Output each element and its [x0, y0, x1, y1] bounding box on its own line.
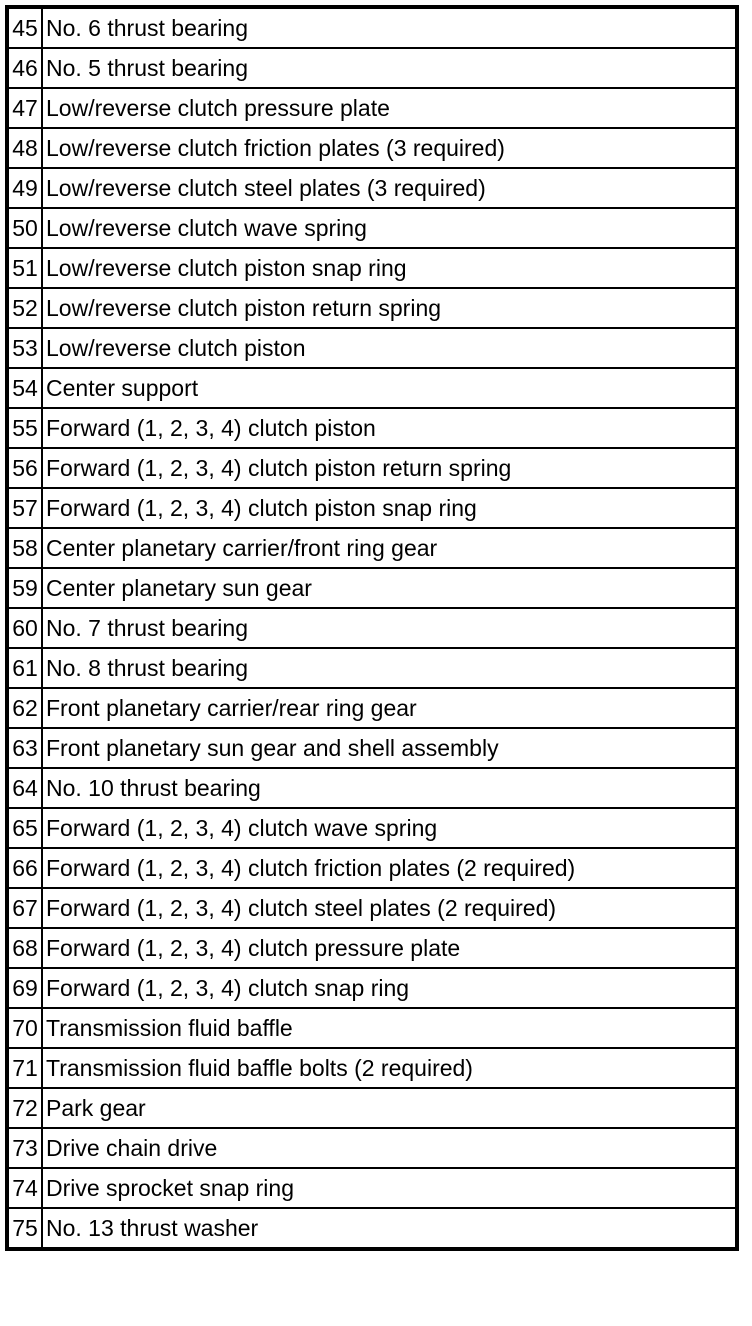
part-description: Front planetary carrier/rear ring gear: [42, 688, 737, 728]
part-number: 49: [7, 168, 42, 208]
part-description: Center support: [42, 368, 737, 408]
table-row: [7, 208, 737, 248]
part-number: 60: [7, 608, 42, 648]
part-number: 69: [7, 968, 42, 1008]
part-description: Low/reverse clutch friction plates (3 required): [42, 128, 737, 168]
part-description: Forward (1, 2, 3, 4) clutch friction plates (2 required): [42, 848, 737, 888]
table-row: [7, 608, 737, 648]
parts-list-body: [7, 7, 737, 1249]
part-number: 50: [7, 208, 42, 248]
part-number: 52: [7, 288, 42, 328]
part-number: 67: [7, 888, 42, 928]
part-description: Center planetary sun gear: [42, 568, 737, 608]
part-number: 48: [7, 128, 42, 168]
part-description: Drive chain drive: [42, 1128, 737, 1168]
part-number: 63: [7, 728, 42, 768]
part-description: Low/reverse clutch piston snap ring: [42, 248, 737, 288]
table-row: [7, 1048, 737, 1088]
part-description: No. 8 thrust bearing: [42, 648, 737, 688]
part-number: 75: [7, 1208, 42, 1249]
table-row: [7, 928, 737, 968]
part-description: Front planetary sun gear and shell assembly: [42, 728, 737, 768]
table-row: [7, 1088, 737, 1128]
part-description: Drive sprocket snap ring: [42, 1168, 737, 1208]
table-row: [7, 888, 737, 928]
table-row: [7, 688, 737, 728]
table-row: [7, 728, 737, 768]
part-number: 47: [7, 88, 42, 128]
table-row: [7, 288, 737, 328]
part-description: No. 7 thrust bearing: [42, 608, 737, 648]
part-number: 62: [7, 688, 42, 728]
part-description: Transmission fluid baffle bolts (2 required): [42, 1048, 737, 1088]
part-number: 56: [7, 448, 42, 488]
part-number: 71: [7, 1048, 42, 1088]
part-description: Park gear: [42, 1088, 737, 1128]
part-number: 54: [7, 368, 42, 408]
part-description: Forward (1, 2, 3, 4) clutch piston return spring: [42, 448, 737, 488]
part-description: Low/reverse clutch pressure plate: [42, 88, 737, 128]
table-row: [7, 1008, 737, 1048]
part-number: 65: [7, 808, 42, 848]
part-description: Forward (1, 2, 3, 4) clutch wave spring: [42, 808, 737, 848]
part-description: No. 5 thrust bearing: [42, 48, 737, 88]
table-row: [7, 1168, 737, 1208]
table-row: [7, 328, 737, 368]
table-row: [7, 528, 737, 568]
part-number: 45: [7, 7, 42, 48]
part-description: Forward (1, 2, 3, 4) clutch snap ring: [42, 968, 737, 1008]
part-description: Forward (1, 2, 3, 4) clutch steel plates (2 required): [42, 888, 737, 928]
part-description: Center planetary carrier/front ring gear: [42, 528, 737, 568]
table-row: [7, 48, 737, 88]
part-number: 51: [7, 248, 42, 288]
part-number: 68: [7, 928, 42, 968]
parts-list-table: [5, 5, 739, 1251]
part-description: No. 6 thrust bearing: [42, 7, 737, 48]
table-row: [7, 408, 737, 448]
table-row: [7, 7, 737, 48]
part-number: 58: [7, 528, 42, 568]
part-number: 72: [7, 1088, 42, 1128]
table-row: [7, 1128, 737, 1168]
table-row: [7, 128, 737, 168]
table-row: [7, 248, 737, 288]
part-number: 61: [7, 648, 42, 688]
part-description: Low/reverse clutch steel plates (3 required): [42, 168, 737, 208]
part-number: 46: [7, 48, 42, 88]
part-description: Forward (1, 2, 3, 4) clutch pressure plate: [42, 928, 737, 968]
table-row: [7, 968, 737, 1008]
part-number: 64: [7, 768, 42, 808]
part-number: 74: [7, 1168, 42, 1208]
part-number: 55: [7, 408, 42, 448]
part-number: 53: [7, 328, 42, 368]
table-row: [7, 648, 737, 688]
part-description: Low/reverse clutch wave spring: [42, 208, 737, 248]
part-number: 70: [7, 1008, 42, 1048]
part-description: Forward (1, 2, 3, 4) clutch piston: [42, 408, 737, 448]
part-number: 73: [7, 1128, 42, 1168]
table-row: [7, 768, 737, 808]
part-description: Low/reverse clutch piston return spring: [42, 288, 737, 328]
table-row: [7, 1208, 737, 1249]
part-description: Transmission fluid baffle: [42, 1008, 737, 1048]
table-row: [7, 88, 737, 128]
part-description: Low/reverse clutch piston: [42, 328, 737, 368]
table-row: [7, 488, 737, 528]
table-row: [7, 168, 737, 208]
table-row: [7, 568, 737, 608]
part-description: No. 13 thrust washer: [42, 1208, 737, 1249]
part-number: 57: [7, 488, 42, 528]
part-description: No. 10 thrust bearing: [42, 768, 737, 808]
part-description: Forward (1, 2, 3, 4) clutch piston snap ring: [42, 488, 737, 528]
part-number: 59: [7, 568, 42, 608]
table-row: [7, 808, 737, 848]
table-row: [7, 448, 737, 488]
part-number: 66: [7, 848, 42, 888]
table-row: [7, 848, 737, 888]
table-row: [7, 368, 737, 408]
